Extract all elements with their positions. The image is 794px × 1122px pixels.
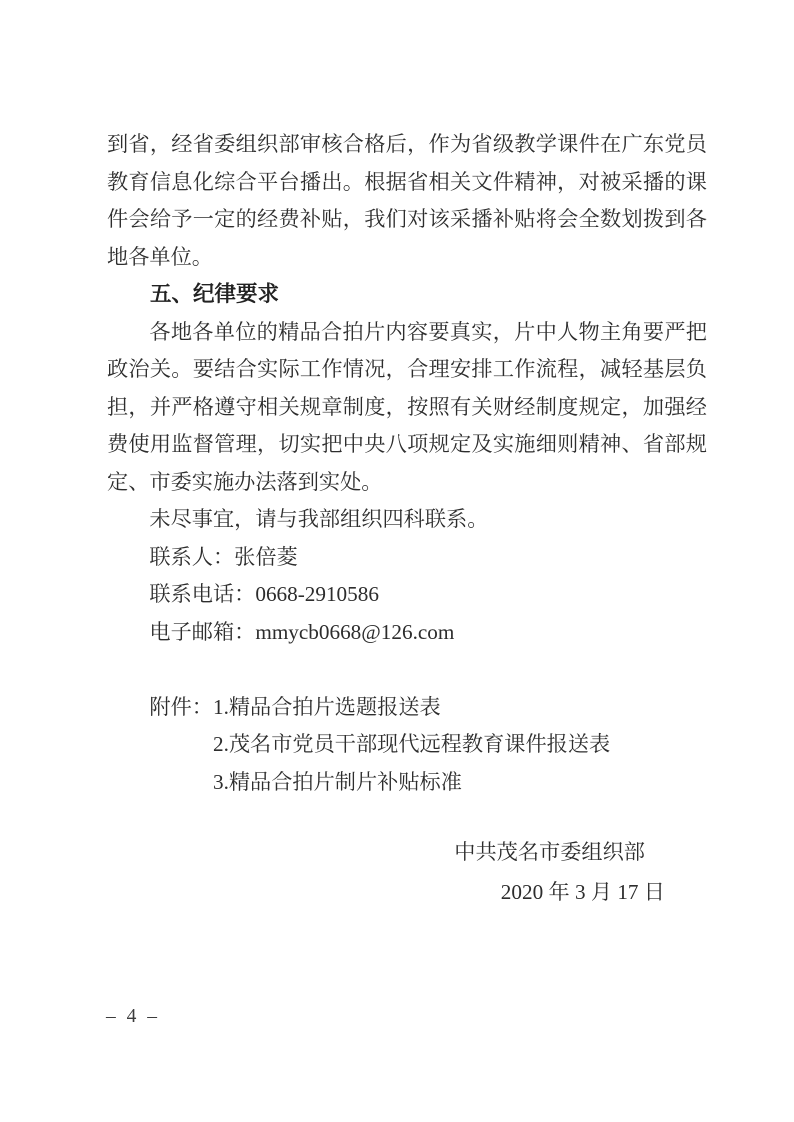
- contact-email-row: [107, 614, 707, 652]
- contact-person-row: [107, 539, 707, 577]
- signature-block: [107, 834, 707, 911]
- contact-phone-row: [107, 576, 707, 614]
- section-heading: 五、纪律要求: [150, 282, 280, 306]
- closing-line: 未尽事宜，请与我部组织四科联系。: [149, 507, 489, 531]
- page-number: – 4 –: [106, 1006, 160, 1027]
- attachment-item: 2.茂名市党员干部现代远程教育课件报送表: [212, 732, 611, 756]
- section-paragraph: 各地各单位的精品合拍片内容要真实，片中人物主角要严把政治关。要结合实际工作情况，合理安排工作流程，减轻基层负担，并严格遵守相关规章制度，按照有关财经制度规定，加强经费使用监督管理，切实把中央八项规定及实施细则精神、省部规定、市委实施办法落到实处。: [107, 319, 707, 494]
- contact-phone-value: 0668-2910586: [255, 582, 379, 606]
- contact-person-value: 张倍菱: [234, 544, 298, 569]
- attachment-item: 1.精品合拍片选题报送表: [212, 694, 441, 719]
- document-body: [107, 126, 707, 911]
- issue-date: 2020 年 3 月 17 日: [500, 879, 665, 904]
- attachment-item: 3.精品合拍片制片补贴标准: [212, 769, 462, 794]
- contact-email-label: 电子邮箱：: [149, 619, 256, 644]
- attachments-list: [213, 689, 707, 802]
- contact-email-value: mmycb0668@126.com: [255, 619, 455, 644]
- issuing-organization: 中共茂名市委组织部: [454, 840, 645, 864]
- attachments-block: [107, 689, 707, 802]
- continuation-paragraph: 到省，经省委组织部审核合格后，作为省级教学课件在广东党员教育信息化综合平台播出。根据省相关文件精神，对被采播的课件会给予一定的经费补贴，我们对该采播补贴将会全数划拨到各地各单位。: [107, 132, 707, 269]
- attachments-label: 附件：: [149, 694, 213, 719]
- contact-person-label: 联系人：: [149, 544, 235, 569]
- contact-phone-label: 联系电话：: [149, 582, 256, 606]
